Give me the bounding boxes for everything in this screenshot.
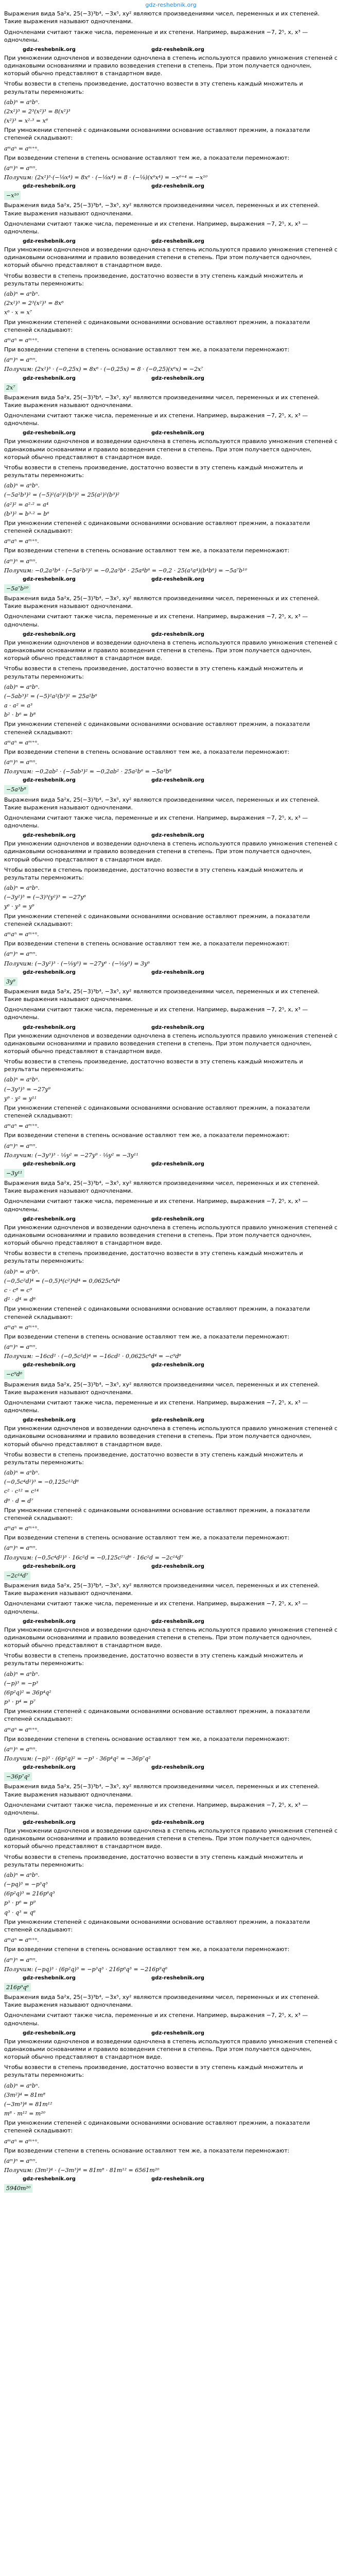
answer-highlight: 216p⁹q⁶ (4, 1983, 31, 1992)
watermark-row (4, 969, 338, 976)
answer-highlight: −2c¹⁴d⁷ (4, 1571, 30, 1580)
watermark: gdz-reshebnik.org (23, 46, 76, 53)
theory-mult: При умножении степеней с одинаковыми основаниями основание оставляют прежним, а показатели степеней складывают: (4, 1306, 310, 1320)
watermark-row (4, 1417, 338, 1424)
solution-step: (−3y²)³ = (−3)³(y²)³ = −27y⁶ (4, 894, 86, 901)
formula-power: (aᵐ)ⁿ = aᵐⁿ. (4, 1142, 37, 1149)
solution-step: (2x²)³ = 2³(x²)³ = 8(x²)³ (4, 108, 71, 115)
answer-row (4, 1168, 338, 1179)
theory-intro: Выражения вида 5a²x, 25(−3)³b⁴, −3x⁵, xy² являются произведениями чисел, переменных и их степеней. Такие выражения называют одночленами. (4, 1381, 320, 1396)
theory-also: Одночленами считают также числа, переменные и их степени. Например, выражения −7, 2⁵, x, x³ — одночлены. (4, 1006, 308, 1021)
watermark-row (4, 46, 338, 54)
theory-also: Одночленами считают также числа, переменные и их степени. Например, выражения −7, 2⁵, x, x³ — одночлены. (4, 28, 308, 43)
watermark: gdz-reshebnik.org (151, 777, 204, 784)
answer-highlight: −c⁹d⁶ (4, 1370, 24, 1379)
formula-mult: aᵐaⁿ = aᵐ⁺ⁿ. (4, 739, 39, 746)
answer-row (4, 191, 338, 201)
theory-raise: Чтобы возвести в степень произведение, достаточно возвести в эту степень каждый множитель и результаты перемножить: (4, 866, 303, 881)
watermark-row (4, 2176, 338, 2183)
solution-section (4, 1381, 338, 1582)
theory-also: Одночленами считают также числа, переменные и их степени. Например, выражения −7, 2⁵, x, x³ — одночлены. (4, 814, 308, 829)
theory-also: Одночленами считают также числа, переменные и их степени. Например, выражения −7, 2⁵, x, x³ — одночлены. (4, 412, 308, 427)
watermark: gdz-reshebnik.org (23, 183, 76, 190)
watermark-row (4, 1819, 338, 1826)
theory-rule: При умножении одночленов и возведении одночлена в степень используются правило умножения степеней с одинаковыми основаниями и правило возведения степени в степень. При этом получается одночлен, который обычно представляют в стандартном виде. (4, 840, 338, 863)
watermark-row (4, 430, 338, 437)
answer-row (4, 1571, 338, 1582)
solution-section (4, 1179, 338, 1380)
watermark: gdz-reshebnik.org (23, 969, 76, 975)
watermark: gdz-reshebnik.org (151, 1216, 204, 1222)
watermark-row (4, 1764, 338, 1771)
answer-row (4, 977, 338, 988)
solution-section (4, 595, 338, 795)
theory-mult: При умножении степеней с одинаковыми основаниями основание оставляют прежним, а показатели степеней складывают: (4, 1506, 310, 1521)
watermark-row (4, 832, 338, 839)
solution-step: (2x²)³ = 2³(x²)³ = 8x⁶ (4, 300, 64, 307)
formula-raise: (ab)ⁿ = aⁿbⁿ. (4, 482, 40, 489)
theory-intro: Выражения вида 5a²x, 25(−3)³b⁴, −3x⁵, xy² являются произведениями чисел, переменных и их степеней. Такие выражения называют одночленами. (4, 10, 320, 25)
watermark: gdz-reshebnik.org (151, 2176, 204, 2182)
theory-mult: При умножении степеней с одинаковыми основаниями основание оставляют прежним, а показатели степеней складывают: (4, 1104, 310, 1120)
formula-raise: (ab)ⁿ = aⁿbⁿ. (4, 290, 40, 297)
theory-power: При возведении степени в степень основание оставляют тем же, а показатели перемножают: (4, 154, 290, 161)
watermark: gdz-reshebnik.org (23, 1563, 76, 1569)
theory-also: Одночленами считают также числа, переменные и их степени. Например, выражения −7, 2⁵, x, x³ — одночлены. (4, 1600, 308, 1615)
watermark: gdz-reshebnik.org (23, 1216, 76, 1222)
solution-step: (3m²)⁴ = 81m⁸ (4, 2091, 45, 2098)
solution-step: (a²)² = a²·² = a⁴ (4, 501, 49, 508)
theory-power: При возведении степени в степень основание оставляют тем же, а показатели перемножают: (4, 346, 290, 353)
solution-section (4, 988, 338, 1179)
answer-highlight: −3y¹¹ (4, 1169, 24, 1178)
watermark: gdz-reshebnik.org (151, 576, 204, 582)
solution-section (4, 10, 338, 201)
answer-row (4, 2183, 338, 2194)
solution-result: Получим: (−0,5c⁴d²)³ · 16c²d = −0,125c¹²d⁶ · 16c²d = −2c¹⁴d⁷ (4, 1554, 183, 1561)
solution-step: (−5a²b³)² = (−5)²(a²)²(b³)² = 25(a²)²(b³)² (4, 492, 120, 499)
formula-power: (aᵐ)ⁿ = aᵐⁿ. (4, 1745, 37, 1753)
watermark: gdz-reshebnik.org (23, 576, 76, 582)
watermark: gdz-reshebnik.org (151, 969, 204, 975)
watermark: gdz-reshebnik.org (23, 375, 76, 381)
watermark-row (4, 576, 338, 583)
solution-result: Получим: (2x²)³·(−⅛x⁴) = 8x⁶ · (−⅛x⁴) = 8 · (−⅛)(x⁶x⁴) = −x⁶⁺⁴ = −x¹⁰ (4, 174, 208, 181)
formula-power: (aᵐ)ⁿ = aᵐⁿ. (4, 1344, 37, 1351)
formula-power: (aᵐ)ⁿ = aᵐⁿ. (4, 164, 37, 172)
formula-mult: aᵐaⁿ = aᵐ⁺ⁿ. (4, 1525, 39, 1532)
solution-step: (6p²q)² = 36p⁴q² (4, 1689, 51, 1696)
theory-rule: При умножении одночленов и возведении одночлена в степень используются правило умножения степеней с одинаковыми основаниями и правило возведения степени в степень. При этом получается одночлен, который обычно представляют в стандартном виде. (4, 639, 338, 662)
watermark-row (4, 777, 338, 784)
solution-section (4, 201, 338, 393)
watermark: gdz-reshebnik.org (151, 239, 204, 245)
formula-power: (aᵐ)ⁿ = aᵐⁿ. (4, 951, 37, 958)
theory-power: При возведении степени в степень основание оставляют тем же, а показатели перемножают: (4, 748, 290, 755)
theory-also: Одночленами считают также числа, переменные и их степени. Например, выражения −7, 2⁵, x, x³ — одночлены. (4, 1198, 308, 1213)
watermark: gdz-reshebnik.org (23, 430, 76, 436)
formula-power: (aᵐ)ⁿ = aᵐⁿ. (4, 557, 37, 565)
theory-mult: При умножении степеней с одинаковыми основаниями основание оставляют прежним, а показатели степеней складывают: (4, 318, 310, 333)
solution-step: p³ · p⁶ = p⁹ (4, 1900, 36, 1907)
formula-power: (aᵐ)ⁿ = aᵐⁿ. (4, 1545, 37, 1552)
theory-raise: Чтобы возвести в степень произведение, достаточно возвести в эту степень каждый множитель и результаты перемножить: (4, 1058, 303, 1073)
solution-step: d⁶ · d = d⁷ (4, 1497, 33, 1504)
solution-section (4, 796, 338, 988)
answer-highlight: −5a³b⁸ (4, 785, 28, 794)
theory-raise: Чтобы возвести в степень произведение, достаточно возвести в эту степень каждый множитель и результаты перемножить: (4, 1853, 303, 1868)
theory-rule: При умножении одночленов и возведении одночлена в степень используются правило умножения степеней с одинаковыми основаниями и правило возведения степени в степень. При этом получается одночлен, который обычно представляют в стандартном виде. (4, 246, 338, 269)
formula-mult: aᵐaⁿ = aᵐ⁺ⁿ. (4, 538, 39, 545)
theory-raise: Чтобы возвести в степень произведение, достаточно возвести в эту степень каждый множитель и результаты перемножить: (4, 464, 303, 479)
theory-also: Одночленами считают также числа, переменные и их степени. Например, выражения −7, 2⁵, x, x³ — одночлены. (4, 1399, 308, 1414)
solution-step: (b³)² = b³·² = b⁶ (4, 510, 49, 517)
formula-mult: aᵐaⁿ = aᵐ⁺ⁿ. (4, 145, 39, 152)
theory-also: Одночленами считают также числа, переменные и их степени. Например, выражения −7, 2⁵, x, x³ — одночлены. (4, 220, 308, 235)
watermark-row (4, 1362, 338, 1369)
formula-mult: aᵐaⁿ = aᵐ⁺ⁿ. (4, 1726, 39, 1733)
watermark: gdz-reshebnik.org (151, 1161, 204, 1167)
watermark: gdz-reshebnik.org (151, 2030, 204, 2036)
theory-raise: Чтобы возвести в степень произведение, достаточно возвести в эту степень каждый множитель и результаты перемножить: (4, 1250, 303, 1265)
answer-row (4, 1369, 338, 1380)
solution-result: Получим: −0,2ab² · (−5ab³)² = −0,2ab² · 25a²b⁶ = −5a³b⁸ (4, 768, 171, 775)
watermark-row (4, 2030, 338, 2037)
watermark: gdz-reshebnik.org (23, 631, 76, 637)
watermark: gdz-reshebnik.org (151, 631, 204, 637)
theory-mult: При умножении степеней с одинаковыми основаниями основание оставляют прежним, а показатели степеней складывают: (4, 1708, 310, 1723)
solution-step: q³ · q³ = q⁶ (4, 1909, 36, 1916)
formula-raise: (ab)ⁿ = aⁿbⁿ. (4, 683, 40, 690)
solution-step: b² · b⁶ = b⁸ (4, 711, 36, 719)
theory-intro: Выражения вида 5a²x, 25(−3)³b⁴, −3x⁵, xy² являются произведениями чисел, переменных и их степеней. Такие выражения называют одночленами. (4, 394, 320, 409)
formula-raise: (ab)ⁿ = aⁿbⁿ. (4, 1871, 40, 1878)
watermark: gdz-reshebnik.org (151, 46, 204, 53)
solution-result: Получим: −0,2a³b⁴ · (−5a²b³)² = −0,2a³b⁴ · 25a⁴b⁶ = −0,2 · 25(a³a⁴)(b⁴b⁶) = −5a⁷b¹⁰ (4, 567, 248, 574)
theory-mult: При умножении степеней с одинаковыми основаниями основание оставляют прежним, а показатели степеней складывают: (4, 1918, 310, 1933)
watermark: gdz-reshebnik.org (151, 183, 204, 190)
watermark: gdz-reshebnik.org (151, 1765, 204, 1771)
theory-raise: Чтобы возвести в степень произведение, достаточно возвести в эту степень каждый множитель и результаты перемножить: (4, 1451, 303, 1466)
theory-intro: Выражения вида 5a²x, 25(−3)³b⁴, −3x⁵, xy² являются произведениями чисел, переменных и их степеней. Такие выражения называют одночленами. (4, 1994, 320, 2009)
solution-result: Получим: (−3y²)³ · (−¹⁄₉y³) = −27y⁶ · (−¹⁄₉y³) = 3y⁹ (4, 960, 150, 967)
theory-raise: Чтобы возвести в степень произведение, достаточно возвести в эту степень каждый множитель и результаты перемножить: (4, 665, 303, 680)
theory-power: При возведении степени в степень основание оставляют тем же, а показатели перемножают: (4, 2147, 290, 2154)
formula-power: (aᵐ)ⁿ = aᵐⁿ. (4, 1956, 37, 1963)
theory-mult: При умножении степеней с одинаковыми основаниями основание оставляют прежним, а показатели степеней складывают: (4, 912, 310, 927)
watermark: gdz-reshebnik.org (23, 239, 76, 245)
formula-raise: (ab)ⁿ = aⁿbⁿ. (4, 1670, 40, 1677)
theory-power: При возведении степени в степень основание оставляют тем же, а показатели перемножают: (4, 1735, 290, 1742)
formula-mult: aᵐaⁿ = aᵐ⁺ⁿ. (4, 1123, 39, 1130)
theory-mult: При умножении степеней с одинаковыми основаниями основание оставляют прежним, а показатели степеней складывают: (4, 2120, 310, 2134)
theory-also: Одночленами считают также числа, переменные и их степени. Например, выражения −7, 2⁵, x, x³ — одночлены. (4, 2012, 308, 2027)
theory-power: При возведении степени в степень основание оставляют тем же, а показатели перемножают: (4, 1132, 290, 1139)
solution-step: x⁶ · x = x⁷ (4, 309, 32, 316)
formula-mult: aᵐaⁿ = aᵐ⁺ⁿ. (4, 336, 39, 344)
watermark: gdz-reshebnik.org (23, 1618, 76, 1624)
formula-power: (aᵐ)ⁿ = aᵐⁿ. (4, 357, 37, 364)
watermark: gdz-reshebnik.org (23, 2030, 76, 2036)
watermark: gdz-reshebnik.org (151, 833, 204, 839)
solution-step: (x²)³ = x²·³ = x⁶ (4, 117, 48, 125)
theory-rule: При умножении одночленов и возведении одночлена в степень используются правило умножения степеней с одинаковыми основаниями и правило возведения степени в степень. При этом получается одночлен, который обычно представляют в стандартном виде. (4, 1032, 338, 1055)
theory-mult: При умножении степеней с одинаковыми основаниями основание оставляют прежним, а показатели степеней складывают: (4, 127, 310, 142)
watermark: gdz-reshebnik.org (23, 1161, 76, 1167)
solution-result: Получим: (−p)³ · (6p²q)² = −p³ · 36p⁴q² = −36p⁷q² (4, 1755, 151, 1762)
answer-highlight: −5a⁷b¹⁰ (4, 584, 30, 593)
watermark-row (4, 1161, 338, 1168)
solution-step: m⁸ · m¹² = m²⁰ (4, 2110, 46, 2117)
answer-highlight: 2x⁷ (4, 383, 18, 392)
solution-step: (−p)³ = −p³ (4, 1680, 39, 1687)
watermark-row (4, 1024, 338, 1031)
theory-mult: При умножении степеней с одинаковыми основаниями основание оставляют прежним, а показатели степеней складывают: (4, 519, 310, 535)
solution-section (4, 1993, 338, 2194)
formula-raise: (ab)ⁿ = aⁿbⁿ. (4, 1469, 40, 1477)
theory-rule: При умножении одночленов и возведении одночлена в степень используются правило умножения степеней с одинаковыми основаниями и правило возведения степени в степень. При этом получается одночлен, который обычно представляют в стандартном виде. (4, 1626, 338, 1649)
formula-mult: aᵐaⁿ = aᵐ⁺ⁿ. (4, 1324, 39, 1331)
solution-result: Получим: −16cd² · (−0,5c²d)⁴ = −16cd² · 0,0625c⁸d⁴ = −c⁹d⁶ (4, 1353, 181, 1360)
theory-raise: Чтобы возвести в степень произведение, достаточно возвести в эту степень каждый множитель и результаты перемножить: (4, 1652, 303, 1667)
theory-mult: При умножении степеней с одинаковыми основаниями основание оставляют прежним, а показатели степеней складывают: (4, 721, 310, 736)
answer-row (4, 1772, 338, 1783)
theory-rule: При умножении одночленов и возведении одночлена в степень используются правило умножения степеней с одинаковыми основаниями и правило возведения степени в степень. При этом получается одночлен, который обычно представляют в стандартном виде. (4, 438, 338, 461)
watermark-row (4, 1975, 338, 1982)
watermark-row (4, 1216, 338, 1223)
watermark: gdz-reshebnik.org (23, 1975, 76, 1981)
watermark-row (4, 375, 338, 382)
watermark: gdz-reshebnik.org (23, 777, 76, 784)
solution-result: Получим: (−3y³)³ · ¹⁄₉y² = −27y⁹ · ¹⁄₉y² = −3y¹¹ (4, 1151, 138, 1159)
solution-step: c · c⁸ = c⁹ (4, 1287, 32, 1294)
theory-power: При возведении степени в степень основание оставляют тем же, а показатели перемножают: (4, 547, 290, 554)
theory-intro: Выражения вида 5a²x, 25(−3)³b⁴, −3x⁵, xy² являются произведениями чисел, переменных и их степеней. Такие выражения называют одночленами. (4, 202, 320, 217)
theory-raise: Чтобы возвести в степень произведение, достаточно возвести в эту степень каждый множитель и результаты перемножить: (4, 272, 303, 287)
theory-power: При возведении степени в степень основание оставляют тем же, а показатели перемножают: (4, 1946, 290, 1953)
watermark: gdz-reshebnik.org (23, 1024, 76, 1030)
solution-step: a · a² = a³ (4, 702, 33, 709)
watermark: gdz-reshebnik.org (23, 1765, 76, 1771)
theory-also: Одночленами считают также числа, переменные и их степени. Например, выражения −7, 2⁵, x, x³ — одночлены. (4, 1801, 308, 1816)
answer-row (4, 584, 338, 595)
watermark: gdz-reshebnik.org (151, 1417, 204, 1423)
answer-highlight: 5940m²⁰ (4, 2184, 32, 2193)
solution-step: y⁶ · y³ = y⁹ (4, 903, 34, 910)
answer-row (4, 383, 338, 394)
solution-step: (6p²q)³ = 216p⁶q³ (4, 1890, 55, 1897)
formula-raise: (ab)ⁿ = aⁿbⁿ. (4, 98, 40, 106)
watermark: gdz-reshebnik.org (151, 1975, 204, 1981)
theory-power: При возведении степени в степень основание оставляют тем же, а показатели перемножают: (4, 1534, 290, 1541)
watermark: gdz-reshebnik.org (151, 1618, 204, 1624)
solution-step: (−5ab³)² = (−5)²a²(b³)² = 25a²b⁶ (4, 692, 97, 700)
formula-mult: aᵐaⁿ = aᵐ⁺ⁿ. (4, 930, 39, 938)
solution-section (4, 1783, 338, 1993)
formula-mult: aᵐaⁿ = aᵐ⁺ⁿ. (4, 1937, 39, 1944)
theory-raise: Чтобы возвести в степень произведение, достаточно возвести в эту степень каждый множитель и результаты перемножить: (4, 2064, 303, 2079)
theory-rule: При умножении одночленов и возведении одночлена в степень используются правило умножения степеней с одинаковыми основаниями и правило возведения степени в степень. При этом получается одночлен, который обычно представляют в стандартном виде. (4, 1827, 338, 1850)
theory-intro: Выражения вида 5a²x, 25(−3)³b⁴, −3x⁵, xy² являются произведениями чисел, переменных и их степеней. Такие выражения называют одночленами. (4, 1783, 320, 1798)
solution-step: (−0,5c⁴d²)³ = −0,125c¹²d⁶ (4, 1479, 79, 1486)
solution-step: p³ · p⁴ = p⁷ (4, 1699, 36, 1706)
theory-intro: Выражения вида 5a²x, 25(−3)³b⁴, −3x⁵, xy² являются произведениями чисел, переменных и их степеней. Такие выражения называют одночленами. (4, 1582, 320, 1597)
formula-raise: (ab)ⁿ = aⁿbⁿ. (4, 885, 40, 892)
formula-mult: aᵐaⁿ = aᵐ⁺ⁿ. (4, 2138, 39, 2145)
theory-intro: Выражения вида 5a²x, 25(−3)³b⁴, −3x⁵, xy² являются произведениями чисел, переменных и их степеней. Такие выражения называют одночленами. (4, 1180, 320, 1195)
watermark: gdz-reshebnik.org (151, 375, 204, 381)
watermark: gdz-reshebnik.org (23, 1417, 76, 1423)
theory-rule: При умножении одночленов и возведении одночлена в степень используются правило умножения степеней с одинаковыми основаниями и правило возведения степени в степень. При этом получается одночлен, который обычно представляют в стандартном виде. (4, 54, 338, 77)
site-header-link[interactable]: gdz-reshebnik.org (145, 2, 197, 8)
formula-raise: (ab)ⁿ = aⁿbⁿ. (4, 1076, 40, 1083)
watermark: gdz-reshebnik.org (23, 1820, 76, 1826)
watermark-row (4, 238, 338, 245)
solution-result: Получим: (3m²)⁴ · (−3m³)⁴ = 81m⁸ · 81m¹² = 6561m²⁰ (4, 2167, 160, 2174)
solution-step: (−3m³)⁴ = 81m¹² (4, 2100, 52, 2108)
watermark: gdz-reshebnik.org (151, 1563, 204, 1569)
answer-row (4, 785, 338, 795)
theory-also: Одночленами считают также числа, переменные и их степени. Например, выражения −7, 2⁵, x, x³ — одночлены. (4, 613, 308, 628)
watermark: gdz-reshebnik.org (23, 1362, 76, 1368)
theory-raise: Чтобы возвести в степень произведение, достаточно возвести в эту степень каждый множитель и результаты перемножить: (4, 80, 303, 95)
watermark: gdz-reshebnik.org (151, 1820, 204, 1826)
watermark-row (4, 1563, 338, 1570)
theory-rule: При умножении одночленов и возведении одночлена в степень используются правило умножения степеней с одинаковыми основаниями и правило возведения степени в степень. При этом получается одночлен, который обычно представляют в стандартном виде. (4, 2038, 338, 2061)
site-header (4, 1, 338, 9)
answer-highlight: −36p⁷q² (4, 1772, 32, 1781)
solution-step: (−3y³)³ = −27y⁹ (4, 1086, 50, 1093)
answer-row (4, 1982, 338, 1993)
solution-section (4, 1582, 338, 1783)
watermark: gdz-reshebnik.org (23, 833, 76, 839)
theory-intro: Выражения вида 5a²x, 25(−3)³b⁴, −3x⁵, xy² являются произведениями чисел, переменных и их степеней. Такие выражения называют одночленами. (4, 796, 320, 811)
theory-intro: Выражения вида 5a²x, 25(−3)³b⁴, −3x⁵, xy² являются произведениями чисел, переменных и их степеней. Такие выражения называют одночленами. (4, 595, 320, 610)
solutions-container (4, 10, 338, 2194)
theory-intro: Выражения вида 5a²x, 25(−3)³b⁴, −3x⁵, xy² являются произведениями чисел, переменных и их степеней. Такие выражения называют одночленами. (4, 988, 320, 1003)
solution-step: c² · c¹² = c¹⁴ (4, 1488, 39, 1495)
formula-raise: (ab)ⁿ = aⁿbⁿ. (4, 1268, 40, 1275)
watermark-row (4, 183, 338, 190)
theory-power: При возведении степени в степень основание оставляют тем же, а показатели перемножают: (4, 940, 290, 947)
watermark: gdz-reshebnik.org (151, 1024, 204, 1030)
solution-step: d² · d⁴ = d⁶ (4, 1296, 36, 1303)
watermark-row (4, 631, 338, 638)
answer-highlight: −x¹⁰ (4, 191, 21, 200)
solution-step: (−0,5c²d)⁴ = (−0,5)⁴(c²)⁴d⁴ = 0,0625c⁸d⁴ (4, 1277, 120, 1284)
solution-section (4, 394, 338, 595)
formula-power: (aᵐ)ⁿ = aᵐⁿ. (4, 759, 37, 766)
answer-highlight: 3y⁹ (4, 977, 18, 986)
theory-power: При возведении степени в степень основание оставляют тем же, а показатели перемножают: (4, 1333, 290, 1340)
watermark: gdz-reshebnik.org (23, 2176, 76, 2182)
watermark: gdz-reshebnik.org (151, 1362, 204, 1368)
watermark: gdz-reshebnik.org (151, 430, 204, 436)
formula-raise: (ab)ⁿ = aⁿbⁿ. (4, 2082, 40, 2089)
solution-step: y⁹ · y² = y¹¹ (4, 1095, 37, 1102)
theory-rule: При умножении одночленов и возведении одночлена в степень используются правило умножения степеней с одинаковыми основаниями и правило возведения степени в степень. При этом получается одночлен, который обычно представляют в стандартном виде. (4, 1425, 338, 1448)
theory-rule: При умножении одночленов и возведении одночлена в степень используются правило умножения степеней с одинаковыми основаниями и правило возведения степени в степень. При этом получается одночлен, который обычно представляют в стандартном виде. (4, 1224, 338, 1247)
watermark-row (4, 1618, 338, 1625)
solution-result: Получим: (2x²)³ · (−0,25x) = 8x⁶ · (−0,25x) = 8 · (−0,25)(x⁶x) = −2x⁷ (4, 366, 203, 373)
formula-power: (aᵐ)ⁿ = aᵐⁿ. (4, 2157, 37, 2164)
solution-result: Получим: (−pq)³ · (6p²q)³ = −p³q³ · 216p⁶q³ = −216p⁹q⁶ (4, 1965, 168, 1973)
solution-step: (−pq)³ = −p³q³ (4, 1881, 48, 1888)
